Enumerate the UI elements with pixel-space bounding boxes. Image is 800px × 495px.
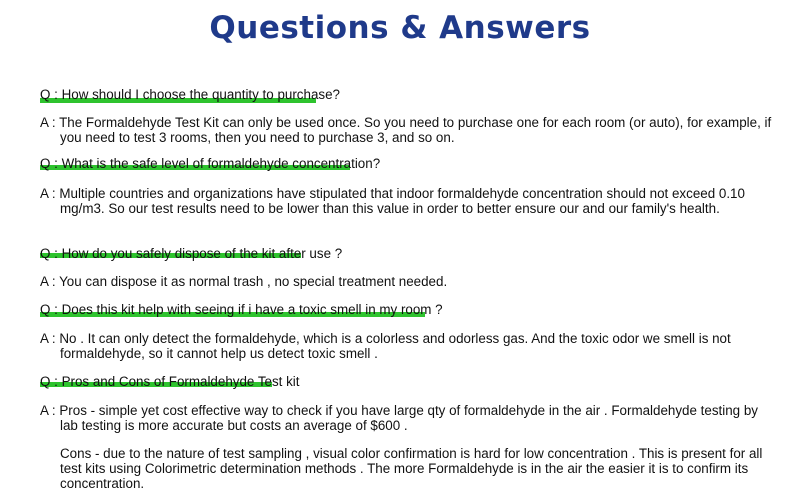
answer-5-cons: Cons - due to the nature of test sampling , visual color confirmation is hard for low concentration . This is present for all test kits using Colorimetric determination methods . The more Formaldehyde is in the air the easier it is to confirm its concentration.: [60, 446, 763, 491]
answer-3: A : You can dispose it as normal trash , no special treatment needed.: [40, 274, 448, 289]
question-3: Q : How do you safely dispose of the kit after use ?: [40, 246, 343, 261]
answer-5: [40, 403, 770, 491]
page-title: Questions & Answers: [209, 10, 591, 46]
question-4: Q : Does this kit help with seeing if i have a toxic smell in my room ?: [40, 302, 443, 317]
answer-5-pros: A : Pros - simple yet cost effective way to check if you have large qty of formaldehyde in the air . Formaldehyde testing by lab testing is more accurate but costs an average of $600 .: [40, 403, 758, 433]
question-1: Q : How should I choose the quantity to purchase?: [40, 87, 340, 102]
answer-2: A : Multiple countries and organizations have stipulated that indoor formaldehyde concentration should not exceed 0.10 mg/m3. So our test results need to be lower than this value in order to better ensure our and our family's health.: [40, 186, 745, 216]
question-2: Q : What is the safe level of formaldehyde concentration?: [40, 156, 381, 171]
answer-4: A : No . It can only detect the formaldehyde, which is a colorless and odorless gas. And the toxic odor we smell is not formaldehyde, so it cannot help us detect toxic smell .: [40, 331, 731, 361]
answer-1: A : The Formaldehyde Test Kit can only be used once. So you need to purchase one for each room (or auto), for example, if you need to test 3 rooms, then you need to purchase 3, and so on.: [40, 115, 772, 145]
question-5: Q : Pros and Cons of Formaldehyde Test kit: [40, 374, 300, 389]
